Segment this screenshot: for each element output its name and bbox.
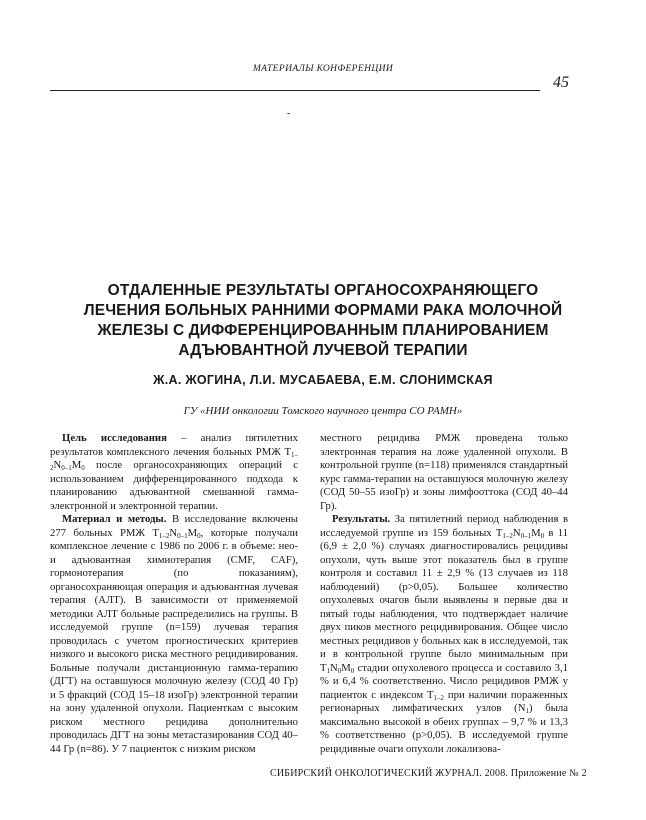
text-run: M <box>71 459 82 471</box>
text-run: N <box>512 526 521 539</box>
running-header: МАТЕРИАЛЫ КОНФЕРЕНЦИИ <box>252 64 394 74</box>
text-run: M <box>341 661 351 674</box>
text-run: M <box>187 526 198 539</box>
subscript: 1–2 <box>502 531 513 540</box>
subscript: 1 <box>525 707 529 715</box>
text-run: В исследование включены 277 больных РМЖ T <box>50 513 298 539</box>
text-run: стадии опухолевого процесса и составило 3,1 % и 6,4 % соответственно. Число рецидивов РМЖ у пациенток с индексом T <box>320 661 568 701</box>
title-line: ОТДАЛЕННЫЕ РЕЗУЛЬТАТЫ ОРГАНОСОХРАНЯЮЩЕГО <box>107 282 539 299</box>
text-run: За пятилетний период наблюдения в исследуемой группе из 159 больных T <box>320 513 568 539</box>
subscript: 1–2 <box>158 531 170 540</box>
text-run: при наличии пораженных регионарных лимфатических узлов (N <box>320 688 568 714</box>
text-run: N <box>330 661 338 674</box>
title-line: АДЪЮВАНТНОЙ ЛУЧЕВОЙ ТЕРАПИИ <box>178 342 468 359</box>
subscript: 0 <box>197 531 201 540</box>
subscript: 0 <box>337 666 342 675</box>
authors: Ж.А. ЖОГИНА, Л.И. МУСАБАЕВА, Е.М. СЛОНИМСКАЯ <box>153 373 493 387</box>
subscript: 0–1 <box>520 531 532 540</box>
results-paragraph <box>320 513 568 756</box>
methods-continued-paragraph: местного рецидива РМЖ проведена только электронная терапия на ложе удаленной опухоли. В контрольной группе (n=118) применялся стандартный курс гамма-терапии на оставшуюся молочную железу (СОД 50–55 изоГр) и зоны лимфооттока (СОД 40–44 Гр). <box>320 432 568 512</box>
subscript: 1–2 <box>50 450 298 472</box>
aim-heading: Цель исследования <box>62 432 167 444</box>
article-title <box>50 281 596 361</box>
journal-footer: СИБИРСКИЙ ОНКОЛОГИЧЕСКИЙ ЖУРНАЛ. 2008. Приложение № 2 <box>270 768 587 779</box>
affiliation: ГУ «НИИ онкологии Томского научного центра СО РАМН» <box>183 405 463 417</box>
subscript: 1–2 <box>433 693 445 702</box>
subscript: 0 <box>540 531 545 540</box>
stray-mark: - <box>287 108 291 119</box>
subscript: 0 <box>81 464 85 472</box>
header-rule <box>50 90 540 91</box>
title-line: ЖЕЛЕЗЫ С ДИФФЕРЕНЦИРОВАННЫМ ПЛАНИРОВАНИЕМ <box>97 322 549 339</box>
subscript: 0 <box>350 666 355 675</box>
text-run: – анализ пятилетних результатов комплексного лечения больных РМЖ T <box>50 432 298 458</box>
page-number: 45 <box>553 74 569 91</box>
text-run: ) была максимально высокой в обеих группах – 9,7 % и 13,3 % соответственно (p>0,05). В исследуемой группе рецидивные очаги опухоли локализова- <box>320 702 568 755</box>
right-column <box>320 432 568 756</box>
subscript: 1 <box>326 666 331 675</box>
aim-paragraph <box>50 432 298 513</box>
left-column <box>50 432 298 756</box>
methods-paragraph <box>50 513 298 756</box>
text-run: N <box>169 526 178 539</box>
subscript: 0–1 <box>177 531 188 540</box>
results-heading: Результаты. <box>332 513 391 525</box>
text-run: после органосохраняющих операций с использованием дифференцированного подхода к планированию адъювантной смешанной гамма-электронной и электронной терапии. <box>50 459 298 512</box>
text-run: M <box>531 526 541 539</box>
text-run: , которые получали комплексное лечение с 1986 по 2006 г. в объеме: нео- и адъювантная химиотерапия (CMF, CAF), гормонотерапия (по показаниям), органосохраняющая операция и адъювантная лучевая терапия (АЛТ). В зависимости от применяемой методики АЛТ больные распределились на группы. В исследуемой группе (n=159) лучевая терапия проводилась с учетом прогностических критериев низкого и высокого риска местного рецидивирования. Больные получали дистанционную гамма-терапию (ДГТ) на оставшуюся молочную железу (СОД 40 Гр) и 5 фракций (СОД 15–18 изоГр) электронной терапии на зону удаленной опухоли. Пациенткам с высоким риском местного рецидива дополнительно проводилась ДГТ на зоны метастазирования СОД 40–44 Гр (n=86). У 7 пациенток с низким риском <box>50 526 298 755</box>
text-run: N <box>53 459 62 471</box>
title-line: ЛЕЧЕНИЯ БОЛЬНЫХ РАННИМИ ФОРМАМИ РАКА МОЛОЧНОЙ <box>83 302 563 319</box>
methods-heading: Материал и методы. <box>62 513 167 525</box>
text-run: в 11 (6,9 ± 2,0 %) случаях диагностировались рецидивы опухоли, чуть выше этот показатель был в группе контроля и составил 11 ± 2,9 % (13 случаев из 118 наблюдений) (p>0,05). Большее количество опухолевых очагов были выявлены в первые два и пятый годы наблюдения, что подтверждает наличие двух пиков местного рецидивирования. Общее число местных рецидивов у больных как в исследуемой, так и в контрольной группе было минимальным при T <box>320 526 568 674</box>
subscript: 0–1 <box>61 464 72 472</box>
